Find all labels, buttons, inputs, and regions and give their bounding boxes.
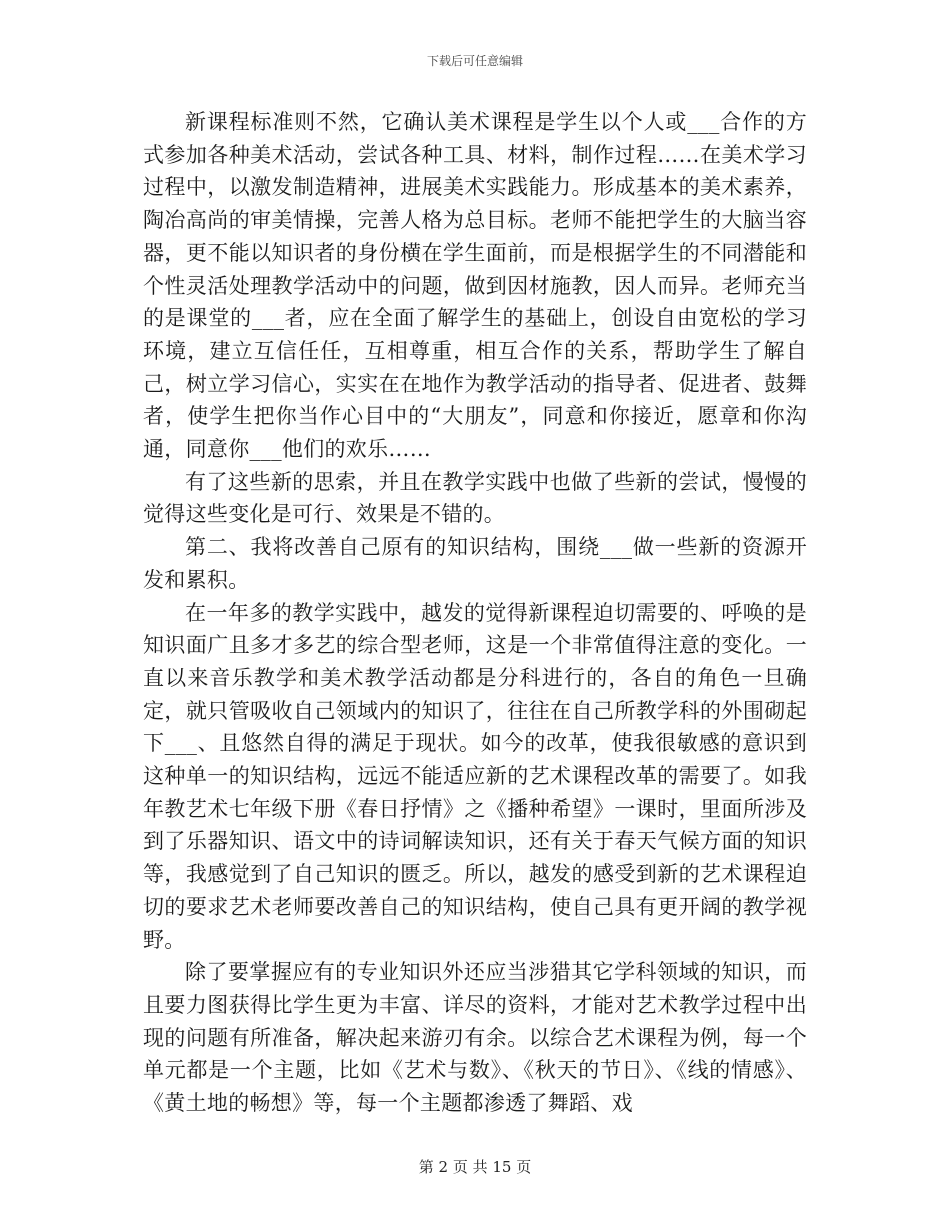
paragraph: 新课程标准则不然，它确认美术课程是学生以个人或___合作的方式参加各种美术活动，尝试各种工具、材料，制作过程……在美术学习过程中，以激发制造精神，进展美术实践能力。形成基本的美术素养，陶冶高尚的审美情操，完善人格为总目标。老师不能把学生的大脑当容器，更不能以知识者的身份横在学生面前，而是根据学生的不同潜能和个性灵活处理教学活动中的问题，做到因材施教，因人而异。老师充当的是课堂的___者，应在全面了解学生的基础上，创设自由宽松的学习环境，建立互信任任，互相尊重，相互合作的关系，帮助学生了解自己，树立学习信心，实实在在地作为教学活动的指导者、促进者、鼓舞者，使学生把你当作心目中的“大朋友”，同意和你接近，愿章和你沟通，同意你___他们的欢乐…… (143, 110, 807, 462)
page-header: 下载后可任意编辑 (426, 54, 523, 68)
paragraph: 除了要掌握应有的专业知识外还应当涉猎其它学科领域的知识，而且要力图获得比学生更为丰富、详尽的资料，才能对艺术教学过程中出现的问题有所准备，解决起来游刃有余。以综合艺术课程为例，每一个单元都是一个主题，比如《艺术与数》、《秋天的节日》、《线的情感》、《黄土地的畅想》等，每一个主题都渗透了舞蹈、戏 (143, 960, 807, 1116)
paragraph: 在一年多的教学实践中，越发的觉得新课程迫切需要的、呼唤的是知识面广且多才多艺的综合型老师，这是一个非常值得注意的变化。一直以来音乐教学和美术教学活动都是分科进行的，各自的角色一旦确定，就只管吸收自己领域内的知识了，往往在自己所教学科的外围砌起下___、且悠然自得的满足于现状。如今的改革，使我很敏感的意识到这种单一的知识结构，远远不能适应新的艺术课程改革的需要了。如我年教艺术七年级下册《春日抒情》之《播种希望》一课时，里面所涉及到了乐器知识、语文中的诗词解读知识，还有关于春天气候方面的知识等，我感觉到了自己知识的匮乏。所以，越发的感受到新的艺术课程迫切的要求艺术老师要改善自己的知识结构，使自己具有更开阔的教学视野。 (143, 600, 807, 952)
paragraph: 有了这些新的思索，并且在教学实践中也做了些新的尝试，慢慢的觉得这些变化是可行、效果是不错的。 (143, 469, 807, 527)
paragraph: 第二、我将改善自己原有的知识结构，围绕___做一些新的资源开发和累积。 (143, 535, 807, 592)
document-body (143, 106, 807, 1120)
page-footer: 第 2 页 共 15 页 (418, 1158, 532, 1176)
